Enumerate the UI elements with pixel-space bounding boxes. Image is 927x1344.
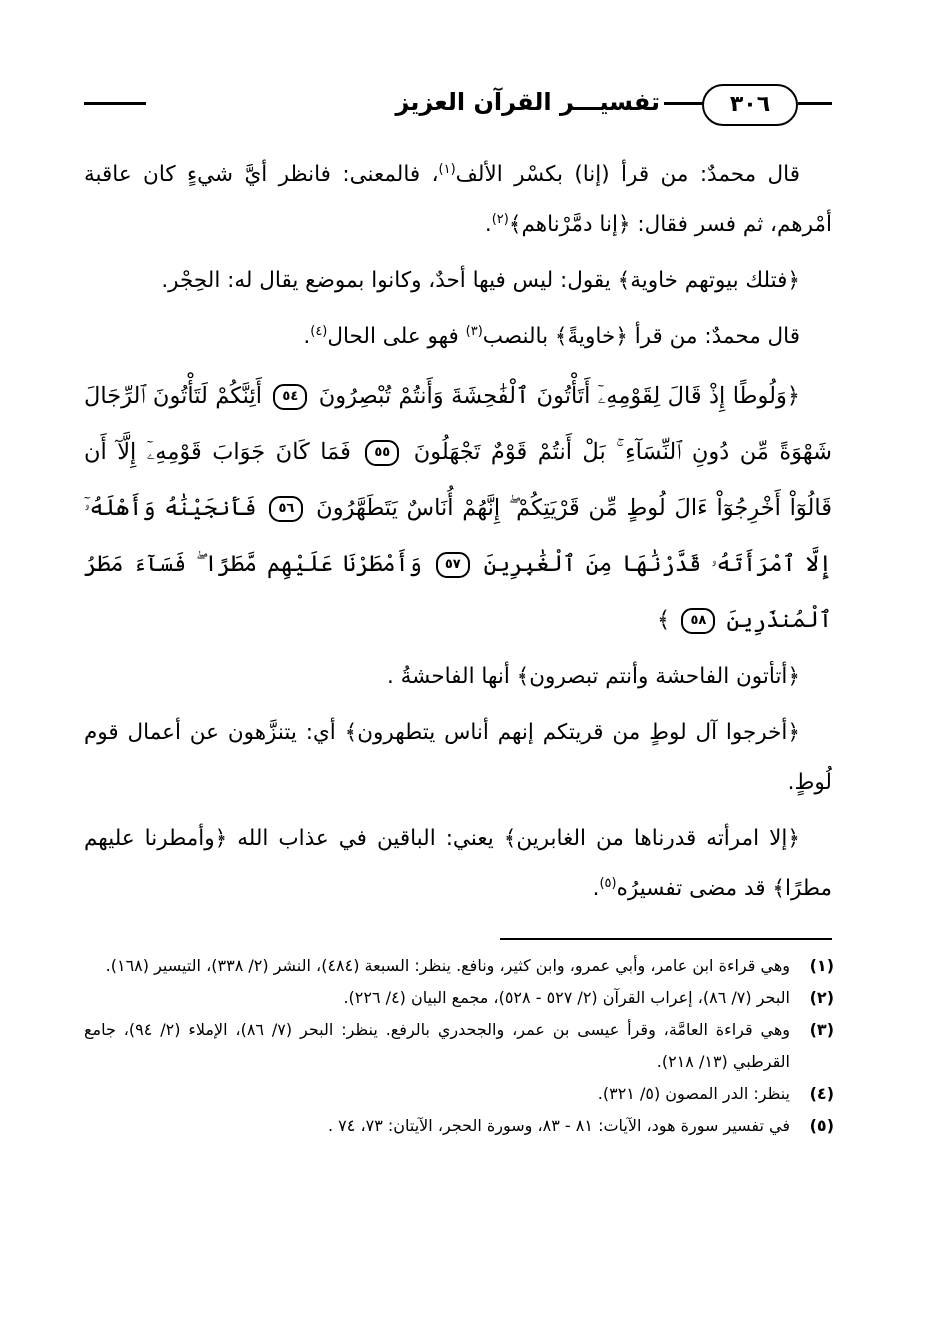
footnote-ref-3: (٣) bbox=[465, 323, 483, 339]
text-run: قال محمدٌ: من قرأ (إنا) بكسْر الألف bbox=[455, 162, 801, 187]
quran-verse-58: وَأَمْطَرْنَا عَلَيْهِم مَّطَرًا ۖ فَسَآءَ مَطَرُ ٱلْمُنذَرِينَ bbox=[84, 551, 832, 633]
footnote-text: وهي قراءة العامَّة، وقرأ عيسى بن عمر، والجحدري بالرفع. ينظر: البحر (٧/ ٨٦)، الإملاء (٢/ ٩٤)، جامع القرطبي (١٣/ ٢١٨). bbox=[84, 1020, 791, 1071]
quran-verse-56: فَمَا كَانَ جَوَابَ قَوْمِهِۦٓ إِلَّآ أَن قَالُوٓاْ أَخْرِجُوٓاْ ءَالَ لُوطٍ مِّن قَرْيَتِكُمْ ۖ إِنَّهُمْ أُنَاسٌ يَتَطَهَّرُونَ bbox=[84, 439, 832, 521]
ayah-number-56: ٥٦ bbox=[269, 496, 303, 522]
paragraph-2: ﴿فتلك بيوتهم خاوية﴾ يقول: ليس فيها أحدٌ، وكانوا بموضع يقال له: الحِجْر. bbox=[161, 268, 800, 293]
ayah-number-55: ٥٥ bbox=[365, 440, 399, 466]
footnote-separator bbox=[500, 938, 832, 940]
paragraph-3 bbox=[84, 312, 832, 362]
footnote-mark: (٢) bbox=[809, 988, 834, 1007]
footnote-ref-5: (٥) bbox=[599, 875, 617, 891]
quran-verse-54: ﴿وَلُوطًا إِذْ قَالَ لِقَوْمِهِۦٓ أَتَأْتُونَ ٱلْفَٰحِشَةَ وَأَنتُمْ تُبْصِرُونَ bbox=[318, 383, 800, 409]
footnote-ref-1: (١) bbox=[438, 161, 456, 177]
footnote-2 bbox=[84, 982, 834, 1014]
footnote-text: ينظر: الدر المصون (٥/ ٣٢١). bbox=[597, 1084, 790, 1103]
quran-verse-57: فَأَنجَيْنَٰهُ وَأَهْلَهُۥٓ إِلَّا ٱمْرَأَتَهُۥ قَدَّرْنَٰهَا مِنَ ٱلْغَٰبِرِينَ bbox=[84, 495, 832, 577]
running-title: تفسيـــر القرآن العزيز bbox=[395, 88, 660, 116]
footnote-5 bbox=[84, 1110, 834, 1142]
paragraph-4: ﴿أتأتون الفاحشة وأنتم تبصرون﴾ أنها الفاحشةُ . bbox=[386, 664, 800, 689]
text-run: . bbox=[484, 212, 492, 237]
footnote-1 bbox=[84, 950, 834, 982]
page-number: ٣٠٦ bbox=[702, 84, 798, 126]
footnote-text: البحر (٧/ ٨٦)، إعراب القرآن (٢/ ٥٢٧ - ٥٢٨)، مجمع البيان (٤/ ٢٢٦). bbox=[343, 988, 790, 1007]
footnote-mark: (٥) bbox=[809, 1116, 834, 1135]
footnote-mark: (١) bbox=[809, 956, 834, 975]
footnote-ref-2: (٢) bbox=[491, 211, 509, 227]
header-rule-right bbox=[798, 102, 832, 105]
quran-passage bbox=[84, 368, 832, 648]
ayah-number-57: ٥٧ bbox=[436, 552, 470, 578]
quran-bracket-close: ﴾ bbox=[657, 607, 671, 633]
paragraph-1 bbox=[84, 150, 832, 250]
footnotes bbox=[84, 950, 834, 1142]
ayah-number-58: ٥٨ bbox=[681, 608, 715, 634]
main-text bbox=[84, 150, 832, 920]
paragraph-5: ﴿أخرجوا آل لوطٍ من قريتكم إنهم أناس يتطهرون﴾ أي: يتنزَّهون عن أعمال قوم لُوطٍ. bbox=[84, 720, 832, 795]
text-run: فهو على الحال bbox=[327, 324, 466, 349]
text-run: ، فالمعنى: فانظر أيَّ شيءٍ كان عاقبة أمْرهم، ثم فسر فقال: ﴿إنا دمَّرْناهم﴾ bbox=[84, 162, 832, 237]
quran-verse-55: أَئِنَّكُمْ لَتَأْتُونَ ٱلرِّجَالَ شَهْوَةً مِّن دُونِ ٱلنِّسَآءِ ۚ بَلْ أَنتُمْ قَوْمٌ تَجْهَلُونَ bbox=[84, 383, 832, 465]
footnote-mark: (٤) bbox=[809, 1084, 834, 1103]
text-run: . bbox=[592, 876, 600, 901]
header-rule-left bbox=[84, 102, 146, 105]
footnote-mark: (٣) bbox=[809, 1020, 834, 1039]
footnote-text: في تفسير سورة هود، الآيات: ٨١ - ٨٣، وسورة الحجر، الآيتان: ٧٣، ٧٤ . bbox=[328, 1116, 790, 1135]
paragraph-6 bbox=[84, 814, 832, 914]
footnote-4 bbox=[84, 1078, 834, 1110]
footnote-3 bbox=[84, 1014, 834, 1078]
footnote-text: وهي قراءة ابن عامر، وأبي عمرو، وابن كثير، ونافع. ينظر: السبعة (٤٨٤)، النشر (٢/ ٣٣٨)، التيسير (١٦٨). bbox=[105, 956, 790, 975]
text-run: قال محمدٌ: من قرأ ﴿خاويةً﴾ بالنصب bbox=[482, 324, 800, 349]
ayah-number-54: ٥٤ bbox=[273, 384, 307, 410]
header-rule-middle bbox=[664, 102, 704, 105]
footnote-ref-4: (٤) bbox=[310, 323, 328, 339]
text-run: ﴿إلا امرأته قدرناها من الغابرين﴾ يعني: الباقين في عذاب الله ﴿وأمطرنا عليهم مطرًا﴾ قد مضى تفسيرُه bbox=[84, 826, 832, 901]
text-run: . bbox=[303, 324, 311, 349]
page-header bbox=[84, 78, 832, 130]
